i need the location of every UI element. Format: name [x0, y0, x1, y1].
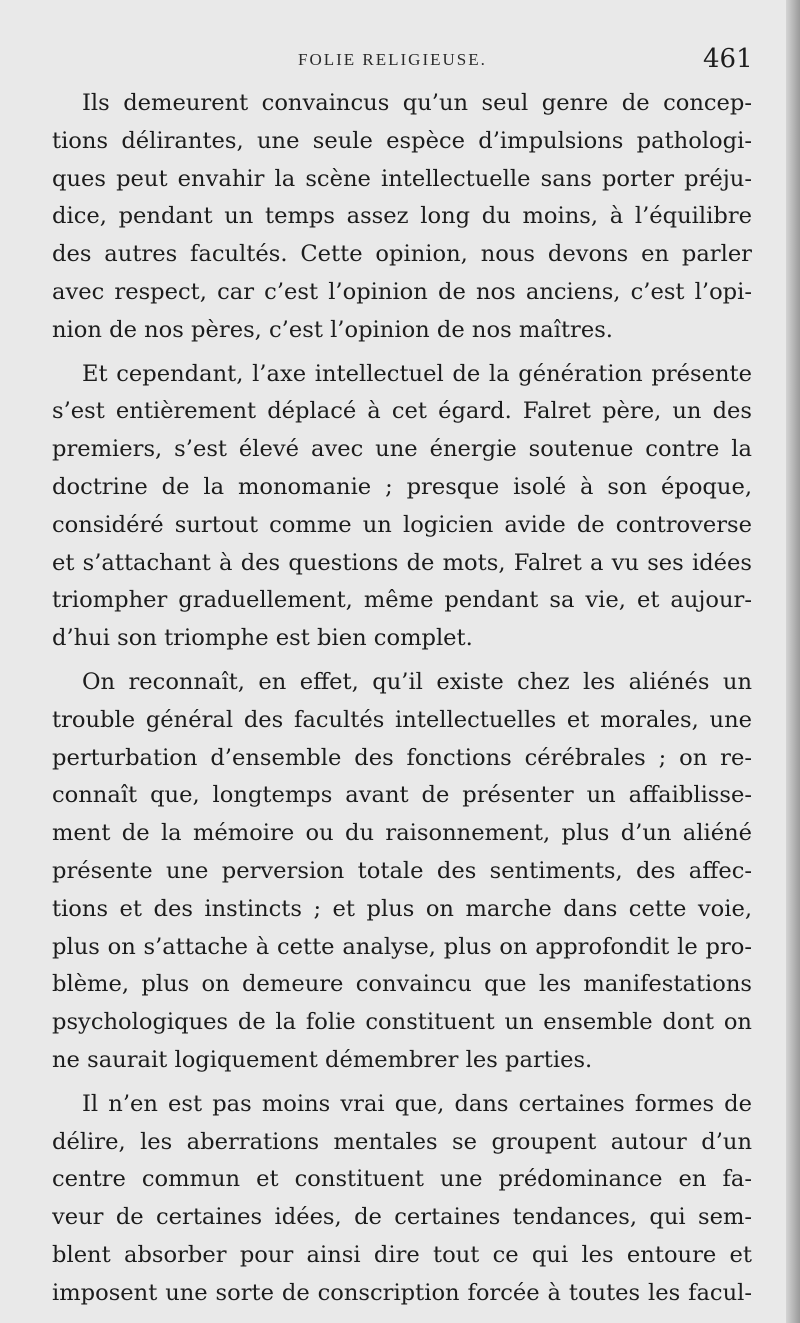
- text-line: considéré surtout comme un logicien avide de controverse: [52, 511, 752, 538]
- text-line: délire, les aberrations mentales se groupent autour d’un: [52, 1128, 752, 1155]
- text-line: Il n’en est pas moins vrai que, dans certaines formes de: [82, 1090, 752, 1117]
- text-line: ne saurait logiquement démembrer les parties.: [52, 1046, 593, 1073]
- text-line: triompher graduellement, même pendant sa vie, et aujour-: [52, 587, 752, 614]
- text-line: et s’attachant à des questions de mots, Falret a vu ses idées: [52, 549, 752, 576]
- text-line: dice, pendant un temps assez long du moins, à l’équilibre: [52, 203, 752, 230]
- text-line: premiers, s’est élevé avec une énergie soutenue contre la: [52, 436, 752, 463]
- text-line: nion de nos pères, c’est l’opinion de nos maîtres.: [52, 316, 613, 343]
- text-line: ment de la mémoire ou du raisonnement, plus d’un aliéné: [52, 820, 752, 847]
- text-line: doctrine de la monomanie ; presque isolé à son époque,: [52, 473, 752, 500]
- text-line: veur de certaines idées, de certaines tendances, qui sem-: [52, 1204, 752, 1231]
- text-line: plus on s’attache à cette analyse, plus on approfondit le pro-: [52, 933, 752, 960]
- text-line: perturbation d’ensemble des fonctions cérébrales ; on re-: [52, 744, 752, 771]
- text-line: des autres facultés. Cette opinion, nous devons en parler: [52, 241, 752, 268]
- text-line: psychologiques de la folie constituent un ensemble dont on: [52, 1009, 752, 1036]
- text-line: s’est entièrement déplacé à cet égard. Falret père, un des: [52, 398, 752, 425]
- running-title: FOLIE RELIGIEUSE.: [298, 50, 487, 69]
- text-line: connaît que, longtemps avant de présenter un affaiblisse-: [52, 782, 752, 809]
- page-edge-shadow: [786, 0, 800, 1323]
- text-line: centre commun et constituent une prédominance en fa-: [52, 1166, 752, 1193]
- paragraph-4: [52, 1086, 752, 1313]
- page-header: [0, 44, 800, 84]
- text-line: d’hui son triomphe est bien complet.: [52, 625, 473, 652]
- paragraph-3: [52, 664, 752, 1080]
- text-line: Ils demeurent convaincus qu’un seul genre de concep-: [82, 90, 752, 116]
- text-line: blème, plus on demeure convaincu que les manifestations: [52, 971, 752, 998]
- text-line: imposent une sorte de conscription forcée à toutes les facul-: [52, 1279, 752, 1306]
- text-line: blent absorber pour ainsi dire tout ce qui les entoure et: [52, 1241, 752, 1268]
- text-line: tions et des instincts ; et plus on marche dans cette voie,: [52, 895, 752, 922]
- body-text: [52, 85, 752, 1319]
- text-line: trouble général des facultés intellectuelles et morales, une: [52, 706, 752, 733]
- text-line: tions délirantes, une seule espèce d’impulsions pathologi-: [52, 127, 752, 154]
- text-line: ques peut envahir la scène intellectuelle sans porter préju-: [52, 165, 752, 192]
- text-line: Et cependant, l’axe intellectuel de la génération présente: [82, 360, 752, 387]
- text-line: On reconnaît, en effet, qu’il existe chez les aliénés un: [82, 668, 752, 695]
- paragraph-2: [52, 356, 752, 658]
- text-line: présente une perversion totale des sentiments, des affec-: [52, 857, 752, 884]
- paragraph-1: [52, 85, 752, 350]
- page-number: 461: [703, 44, 753, 74]
- text-line: avec respect, car c’est l’opinion de nos anciens, c’est l’opi-: [52, 278, 752, 305]
